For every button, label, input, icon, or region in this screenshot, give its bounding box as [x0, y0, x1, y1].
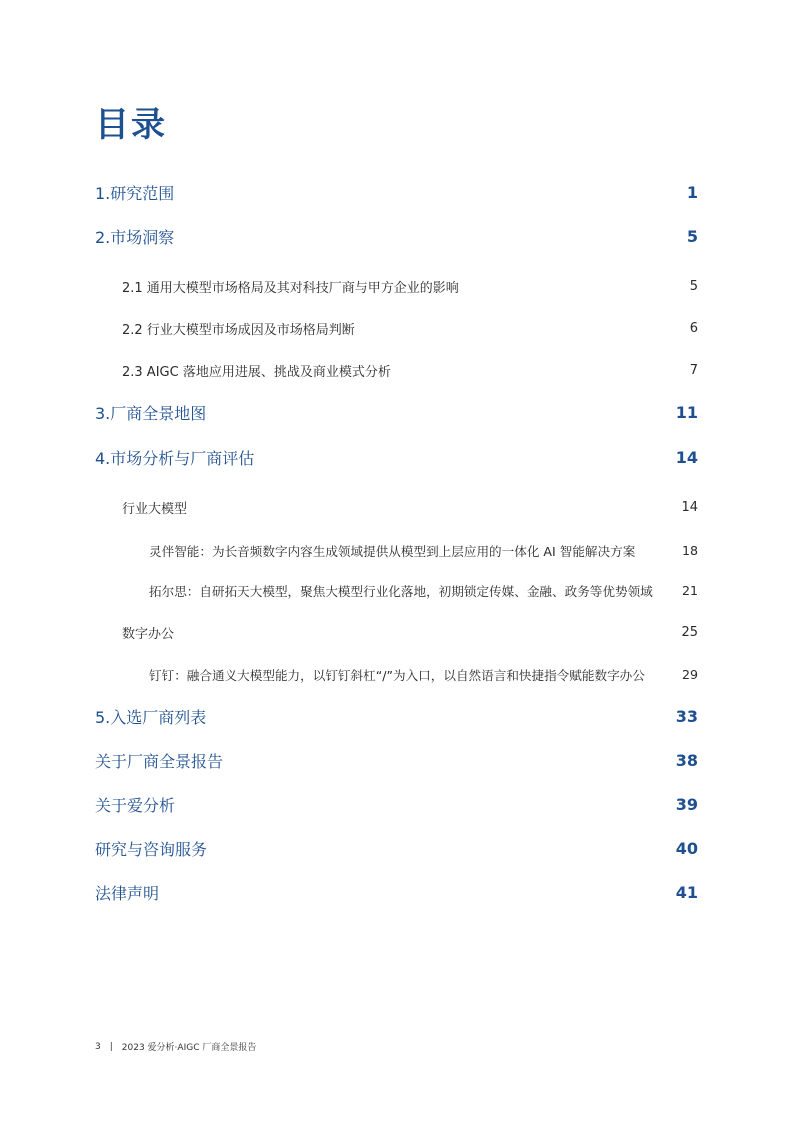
toc-entry-label: 2.市场洞察 — [95, 227, 175, 247]
toc-entry-page: 1 — [686, 182, 698, 202]
toc-entry-market-analysis[interactable] — [95, 444, 698, 470]
footer-separator: | — [109, 1041, 113, 1052]
toc-entry-digital-office[interactable] — [122, 619, 698, 645]
toc-entry-label: 1.研究范围 — [95, 183, 175, 203]
toc-entry-label: 数字办公 — [122, 626, 175, 642]
toc-entry-label: 行业大模型 — [122, 501, 188, 517]
toc-entry-market-insight[interactable] — [95, 223, 698, 249]
toc-entry-label: 关于爱分析 — [95, 795, 176, 815]
toc-entry-page: 38 — [675, 750, 698, 770]
toc-entry-vendor-list[interactable] — [95, 703, 698, 729]
toc-entry-page: 5 — [686, 226, 698, 246]
toc-entry-label: 拓尔思：自研拓天大模型，聚焦大模型行业化落地，初期锁定传媒、金融、政务等优势领域 — [149, 583, 653, 599]
toc-entry-label: 2.3 AIGC 落地应用进展、挑战及商业模式分析 — [122, 364, 391, 380]
toc-entry-research-scope[interactable] — [95, 179, 698, 205]
toc-entry-page: 7 — [689, 362, 698, 378]
toc-entry-page: 41 — [675, 882, 698, 902]
toc-entry-page: 14 — [675, 447, 698, 467]
toc-entry-2-1[interactable] — [122, 273, 698, 299]
toc-entry-about-ifenxi[interactable] — [95, 791, 698, 817]
toc-entry-page: 5 — [689, 278, 698, 294]
page-title: 目录 — [95, 105, 167, 145]
toc-entry-page: 33 — [675, 706, 698, 726]
toc-entry-page: 29 — [681, 666, 698, 682]
toc-entry-page: 11 — [675, 402, 698, 422]
toc-entry-legal[interactable] — [95, 879, 698, 905]
toc-entry-trs[interactable] — [149, 577, 698, 603]
toc-entry-2-3[interactable] — [122, 357, 698, 383]
toc-entry-lingban[interactable] — [149, 537, 698, 563]
toc-entry-label: 研究与咨询服务 — [95, 839, 208, 859]
toc-entry-about-report[interactable] — [95, 747, 698, 773]
toc-entry-label: 关于厂商全景报告 — [95, 751, 224, 771]
toc-entry-label: 4.市场分析与厂商评估 — [95, 448, 255, 468]
toc-entry-label: 灵伴智能：为长音频数字内容生成领域提供从模型到上层应用的一体化 AI 智能解决方案 — [149, 543, 636, 559]
toc-entry-label: 5.入选厂商列表 — [95, 707, 207, 727]
toc-entry-page: 39 — [675, 794, 698, 814]
page-footer — [95, 1040, 256, 1053]
toc-entry-label: 钉钉：融合通义大模型能力，以钉钉斜杠“/”为入口，以自然语言和快捷指令赋能数字办公 — [149, 667, 645, 683]
toc-entry-dingtalk[interactable] — [149, 661, 698, 687]
toc-entry-label: 2.2 行业大模型市场成因及市场格局判断 — [122, 322, 355, 338]
toc-entry-page: 25 — [681, 624, 698, 640]
toc-entry-research-services[interactable] — [95, 835, 698, 861]
toc-entry-label: 3.厂商全景地图 — [95, 403, 207, 423]
toc-entry-page: 6 — [689, 320, 698, 336]
toc-entry-label: 法律声明 — [95, 883, 160, 903]
toc-entry-page: 40 — [675, 838, 698, 858]
toc-entry-page: 14 — [681, 499, 698, 515]
toc-entry-industry-models[interactable] — [122, 494, 698, 520]
toc-entry-page: 21 — [681, 582, 698, 598]
toc-entry-page: 18 — [681, 542, 698, 558]
footer-report-name: 2023 爱分析·AIGC 厂商全景报告 — [121, 1043, 257, 1053]
toc-entry-label: 2.1 通用大模型市场格局及其对科技厂商与甲方企业的影响 — [122, 280, 459, 296]
toc-entry-2-2[interactable] — [122, 315, 698, 341]
toc-entry-vendor-map[interactable] — [95, 399, 698, 425]
footer-page-number: 3 — [95, 1041, 101, 1052]
